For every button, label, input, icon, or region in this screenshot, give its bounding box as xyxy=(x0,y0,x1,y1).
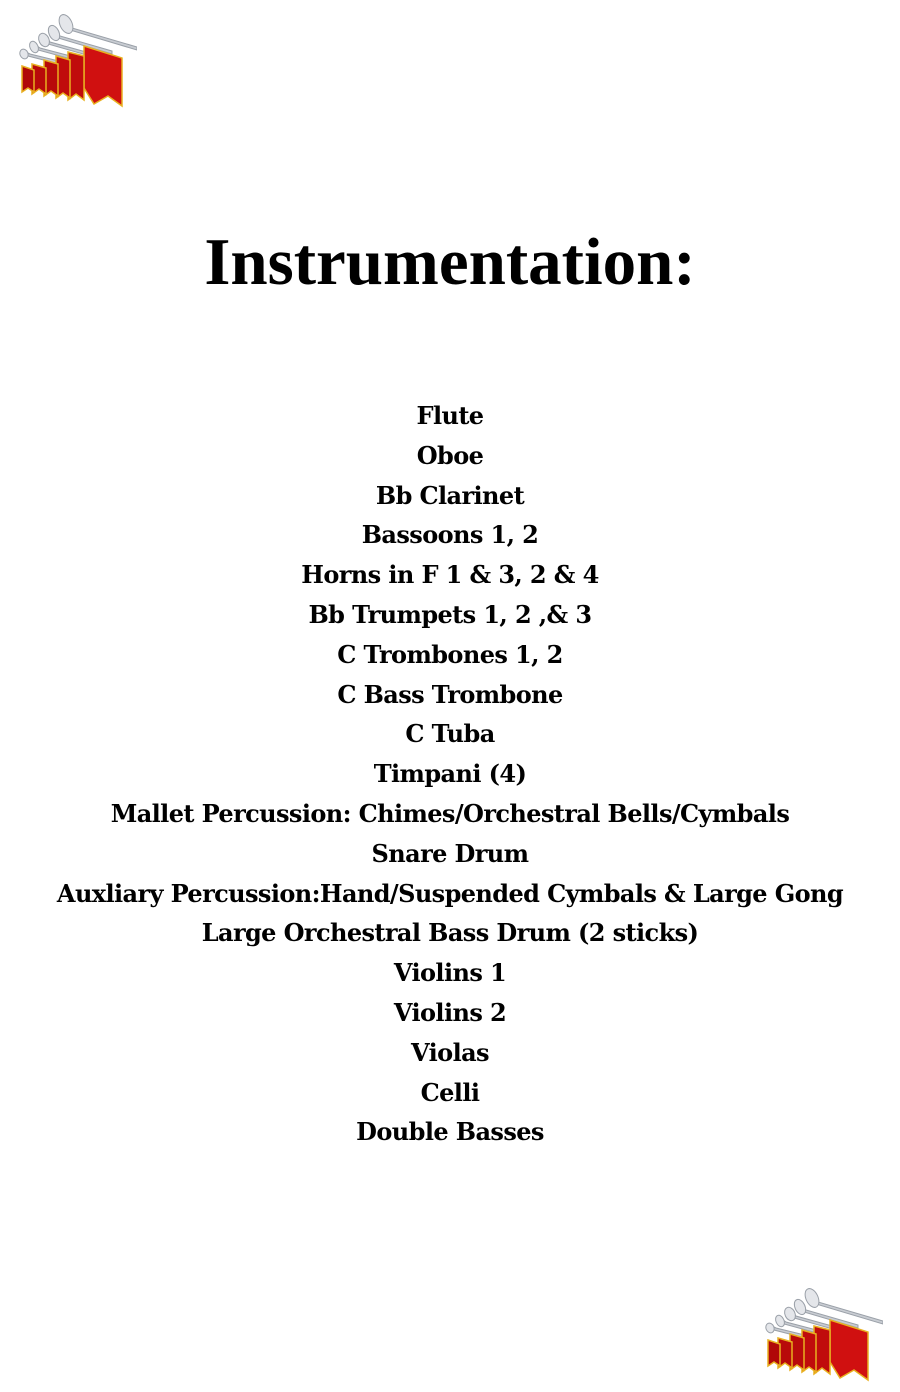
list-item: Violas xyxy=(411,1037,489,1067)
list-item: Snare Drum xyxy=(371,838,529,868)
list-item: C Tuba xyxy=(405,719,495,749)
list-item: Large Orchestral Bass Drum (2 sticks) xyxy=(201,918,699,948)
list-item: Celli xyxy=(420,1077,480,1107)
list-item: Bassoons 1, 2 xyxy=(361,520,539,550)
list-item: Flute xyxy=(416,401,484,430)
list-item: Timpani (4) xyxy=(373,759,527,789)
list-item: Bb Trumpets 1, 2 ,& 3 xyxy=(308,599,592,629)
trumpet-banner-logo-bottom xyxy=(758,1282,883,1382)
list-item: Violins 1 xyxy=(393,958,507,988)
list-item: Mallet Percussion: Chimes/Orchestral Bells/Cymbals xyxy=(110,798,790,828)
page-title: Instrumentation: xyxy=(204,225,696,299)
list-item: Oboe xyxy=(416,440,484,470)
list-item: Bb Clarinet xyxy=(375,480,525,510)
list-item: Violins 2 xyxy=(393,997,507,1027)
list-item: C Bass Trombone xyxy=(337,679,563,709)
trumpet-banner-icon xyxy=(764,1286,883,1380)
trumpet-banner-icon xyxy=(18,12,137,106)
list-item: Double Basses xyxy=(356,1117,544,1147)
list-item: Auxliary Percussion:Hand/Suspended Cymbals & Large Gong xyxy=(56,878,844,908)
instrument-list xyxy=(0,396,900,1152)
list-item: C Trombones 1, 2 xyxy=(337,639,563,669)
trumpet-banner-logo-top xyxy=(12,8,137,108)
list-item: Horns in F 1 & 3, 2 & 4 xyxy=(301,560,599,590)
